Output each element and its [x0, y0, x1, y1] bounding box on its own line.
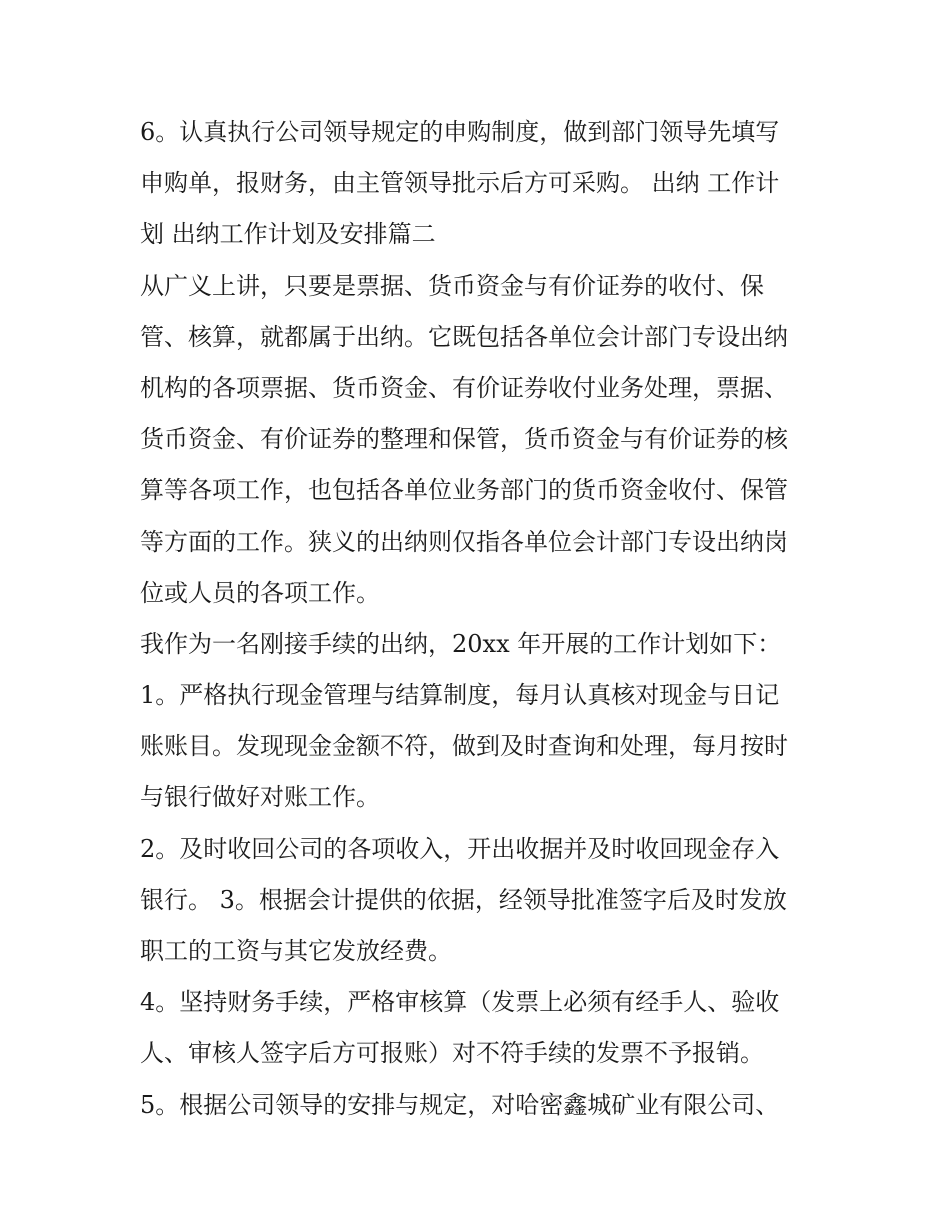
paragraph-plan-intro — [140, 619, 830, 670]
text-line: 账账目。发现现金金额不符，做到及时查询和处理，每月按时 — [140, 732, 788, 761]
text-line: 1。严格执行现金管理与结算制度，每月认真核对现金与日记 — [140, 681, 780, 710]
text-line: 管、核算，就都属于出纳。它既包括各单位会计部门专设出纳 — [140, 322, 788, 351]
text-line: 我作为一名刚接手续的出纳，20xx 年开展的工作计划如下： — [140, 629, 782, 658]
text-line: 5。根据公司领导的安排与规定，对哈密鑫城矿业有限公司、 — [140, 1090, 780, 1119]
text-line: 位或人员的各项工作。 — [140, 578, 380, 607]
text-line: 职工的工资与其它发放经费。 — [140, 937, 452, 965]
paragraph-item-1 — [140, 670, 830, 824]
text-line: 机构的各项票据、货币资金、有价证券收付业务处理，票据、 — [140, 373, 788, 402]
text-line: 等方面的工作。狭义的出纳则仅指各单位会计部门专设出纳岗 — [140, 527, 788, 556]
paragraph-cashier-definition — [140, 261, 830, 619]
text-line: 6。认真执行公司领导规定的申购制度，做到部门领导先填写 — [140, 118, 780, 146]
text-line: 4。坚持财务手续，严格审核算（发票上必须有经手人、验收 — [140, 988, 780, 1017]
text-line: 与银行做好对账工作。 — [140, 783, 380, 812]
text-line: 算等各项工作，也包括各单位业务部门的货币资金收付、保管 — [140, 476, 788, 505]
text-line: 人、审核人签字后方可报账）对不符手续的发票不予报销。 — [140, 1039, 764, 1068]
paragraph-item-4 — [140, 977, 830, 1079]
paragraph-item-5 — [140, 1080, 830, 1131]
text-line: 申购单，报财务，由主管领导批示后方可采购。 出纳 工作计 — [140, 169, 780, 198]
text-line: 从广义上讲，只要是票据、货币资金与有价证券的收付、保 — [140, 271, 764, 300]
text-line: 货币资金、有价证券的整理和保管，货币资金与有价证券的核 — [140, 425, 788, 454]
text-line: 2。及时收回公司的各项收入，开出收据并及时收回现金存入 — [140, 834, 780, 863]
paragraph-item-2-3 — [140, 824, 830, 978]
text-line: 划 出纳工作计划及安排篇二 — [140, 220, 436, 249]
paragraph-purchase-system — [140, 107, 830, 261]
text-line: 银行。 3。根据会计提供的依据，经领导批准签字后及时发放 — [140, 885, 787, 914]
document-body — [140, 107, 830, 1131]
